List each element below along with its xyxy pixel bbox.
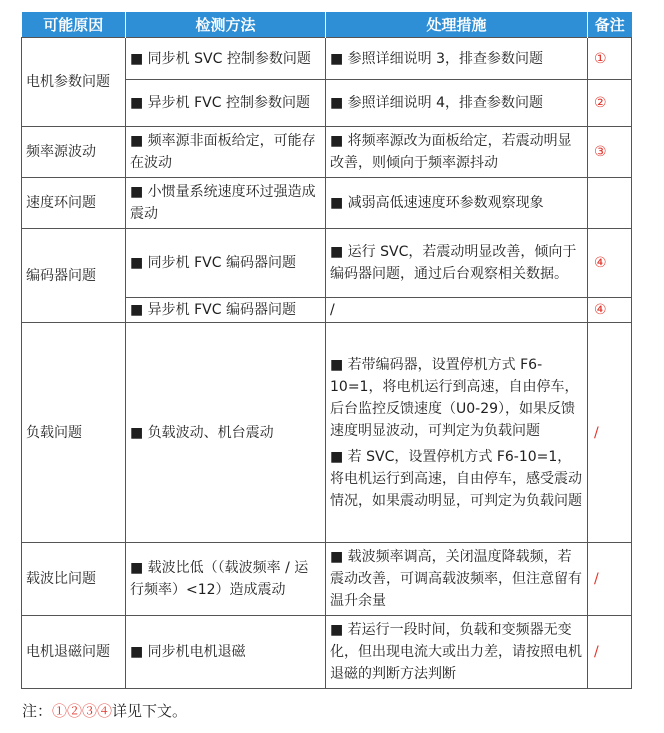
cause-cell: 速度环问题 xyxy=(22,178,126,229)
measure-paragraph-2: ■ 若 SVC，设置停机方式 F6-10=1，将电机运行到高速，自由停车，感受震动情况，如果震动明显，可判定为负载问题 xyxy=(330,448,582,509)
troubleshooting-table xyxy=(21,12,632,689)
measure-cell: ■ 参照详细说明 4，排查参数问题 xyxy=(326,80,588,127)
cause-cell: 频率源波动 xyxy=(22,127,126,178)
method-cell: ■ 负载波动、机台震动 xyxy=(126,323,326,543)
note-cell: ④ xyxy=(588,229,632,298)
note-cell: / xyxy=(588,616,632,689)
table-header-row xyxy=(22,12,632,38)
measure-paragraph-1: ■ 若带编码器，设置停机方式 F6-10=1，将电机运行到高速，自由停车，后台监控反馈速度（U0-29），如果反馈速度明显波动，可判定为负载问题 xyxy=(330,356,579,439)
cause-cell: 电机参数问题 xyxy=(22,38,126,127)
table-row xyxy=(22,616,632,689)
note-cell: / xyxy=(588,543,632,616)
cause-cell: 电机退磁问题 xyxy=(22,616,126,689)
measure-cell: ■ 运行 SVC，若震动明显改善，倾向于编码器问题，通过后台观察相关数据。 xyxy=(326,229,588,298)
footnote-suffix: 详见下文。 xyxy=(112,702,188,720)
table-row xyxy=(22,38,632,80)
header-method: 检测方法 xyxy=(126,12,326,38)
method-cell: ■ 同步机电机退磁 xyxy=(126,616,326,689)
footnote xyxy=(22,700,187,721)
note-cell: / xyxy=(588,323,632,543)
table-row xyxy=(22,127,632,178)
method-cell: ■ 异步机 FVC 编码器问题 xyxy=(126,298,326,323)
measure-cell: ■ 若运行一段时间，负载和变频器无变化，但出现电流大或出力差，请按照电机退磁的判断方法判断 xyxy=(326,616,588,689)
cause-cell: 编码器问题 xyxy=(22,229,126,323)
measure-cell xyxy=(326,323,588,543)
measure-cell: / xyxy=(326,298,588,323)
measure-cell: ■ 载波频率调高，关闭温度降载频，若震动改善，可调高载波频率，但注意留有温升余量 xyxy=(326,543,588,616)
measure-cell: ■ 参照详细说明 3，排查参数问题 xyxy=(326,38,588,80)
method-cell: ■ 同步机 FVC 编码器问题 xyxy=(126,229,326,298)
cause-cell: 载波比问题 xyxy=(22,543,126,616)
header-measure: 处理措施 xyxy=(326,12,588,38)
method-cell: ■ 频率源非面板给定，可能存在波动 xyxy=(126,127,326,178)
method-cell: ■ 载波比低（（载波频率 / 运行频率）<12）造成震动 xyxy=(126,543,326,616)
table-row xyxy=(22,323,632,543)
note-cell: ① xyxy=(588,38,632,80)
method-cell: ■ 异步机 FVC 控制参数问题 xyxy=(126,80,326,127)
method-cell: ■ 同步机 SVC 控制参数问题 xyxy=(126,38,326,80)
note-cell: ② xyxy=(588,80,632,127)
note-cell xyxy=(588,178,632,229)
footnote-prefix: 注： xyxy=(22,702,53,720)
note-cell: ③ xyxy=(588,127,632,178)
method-cell: ■ 小惯量系统速度环过强造成震动 xyxy=(126,178,326,229)
table-row xyxy=(22,543,632,616)
table-row xyxy=(22,178,632,229)
header-cause: 可能原因 xyxy=(22,12,126,38)
measure-cell: ■ 将频率源改为面板给定，若震动明显改善，则倾向于频率源抖动 xyxy=(326,127,588,178)
cause-cell: 负载问题 xyxy=(22,323,126,543)
footnote-marks: ①②③④ xyxy=(52,702,113,720)
note-cell: ④ xyxy=(588,298,632,323)
measure-cell: ■ 减弱高低速速度环参数观察现象 xyxy=(326,178,588,229)
table-row xyxy=(22,229,632,298)
header-note: 备注 xyxy=(588,12,632,38)
